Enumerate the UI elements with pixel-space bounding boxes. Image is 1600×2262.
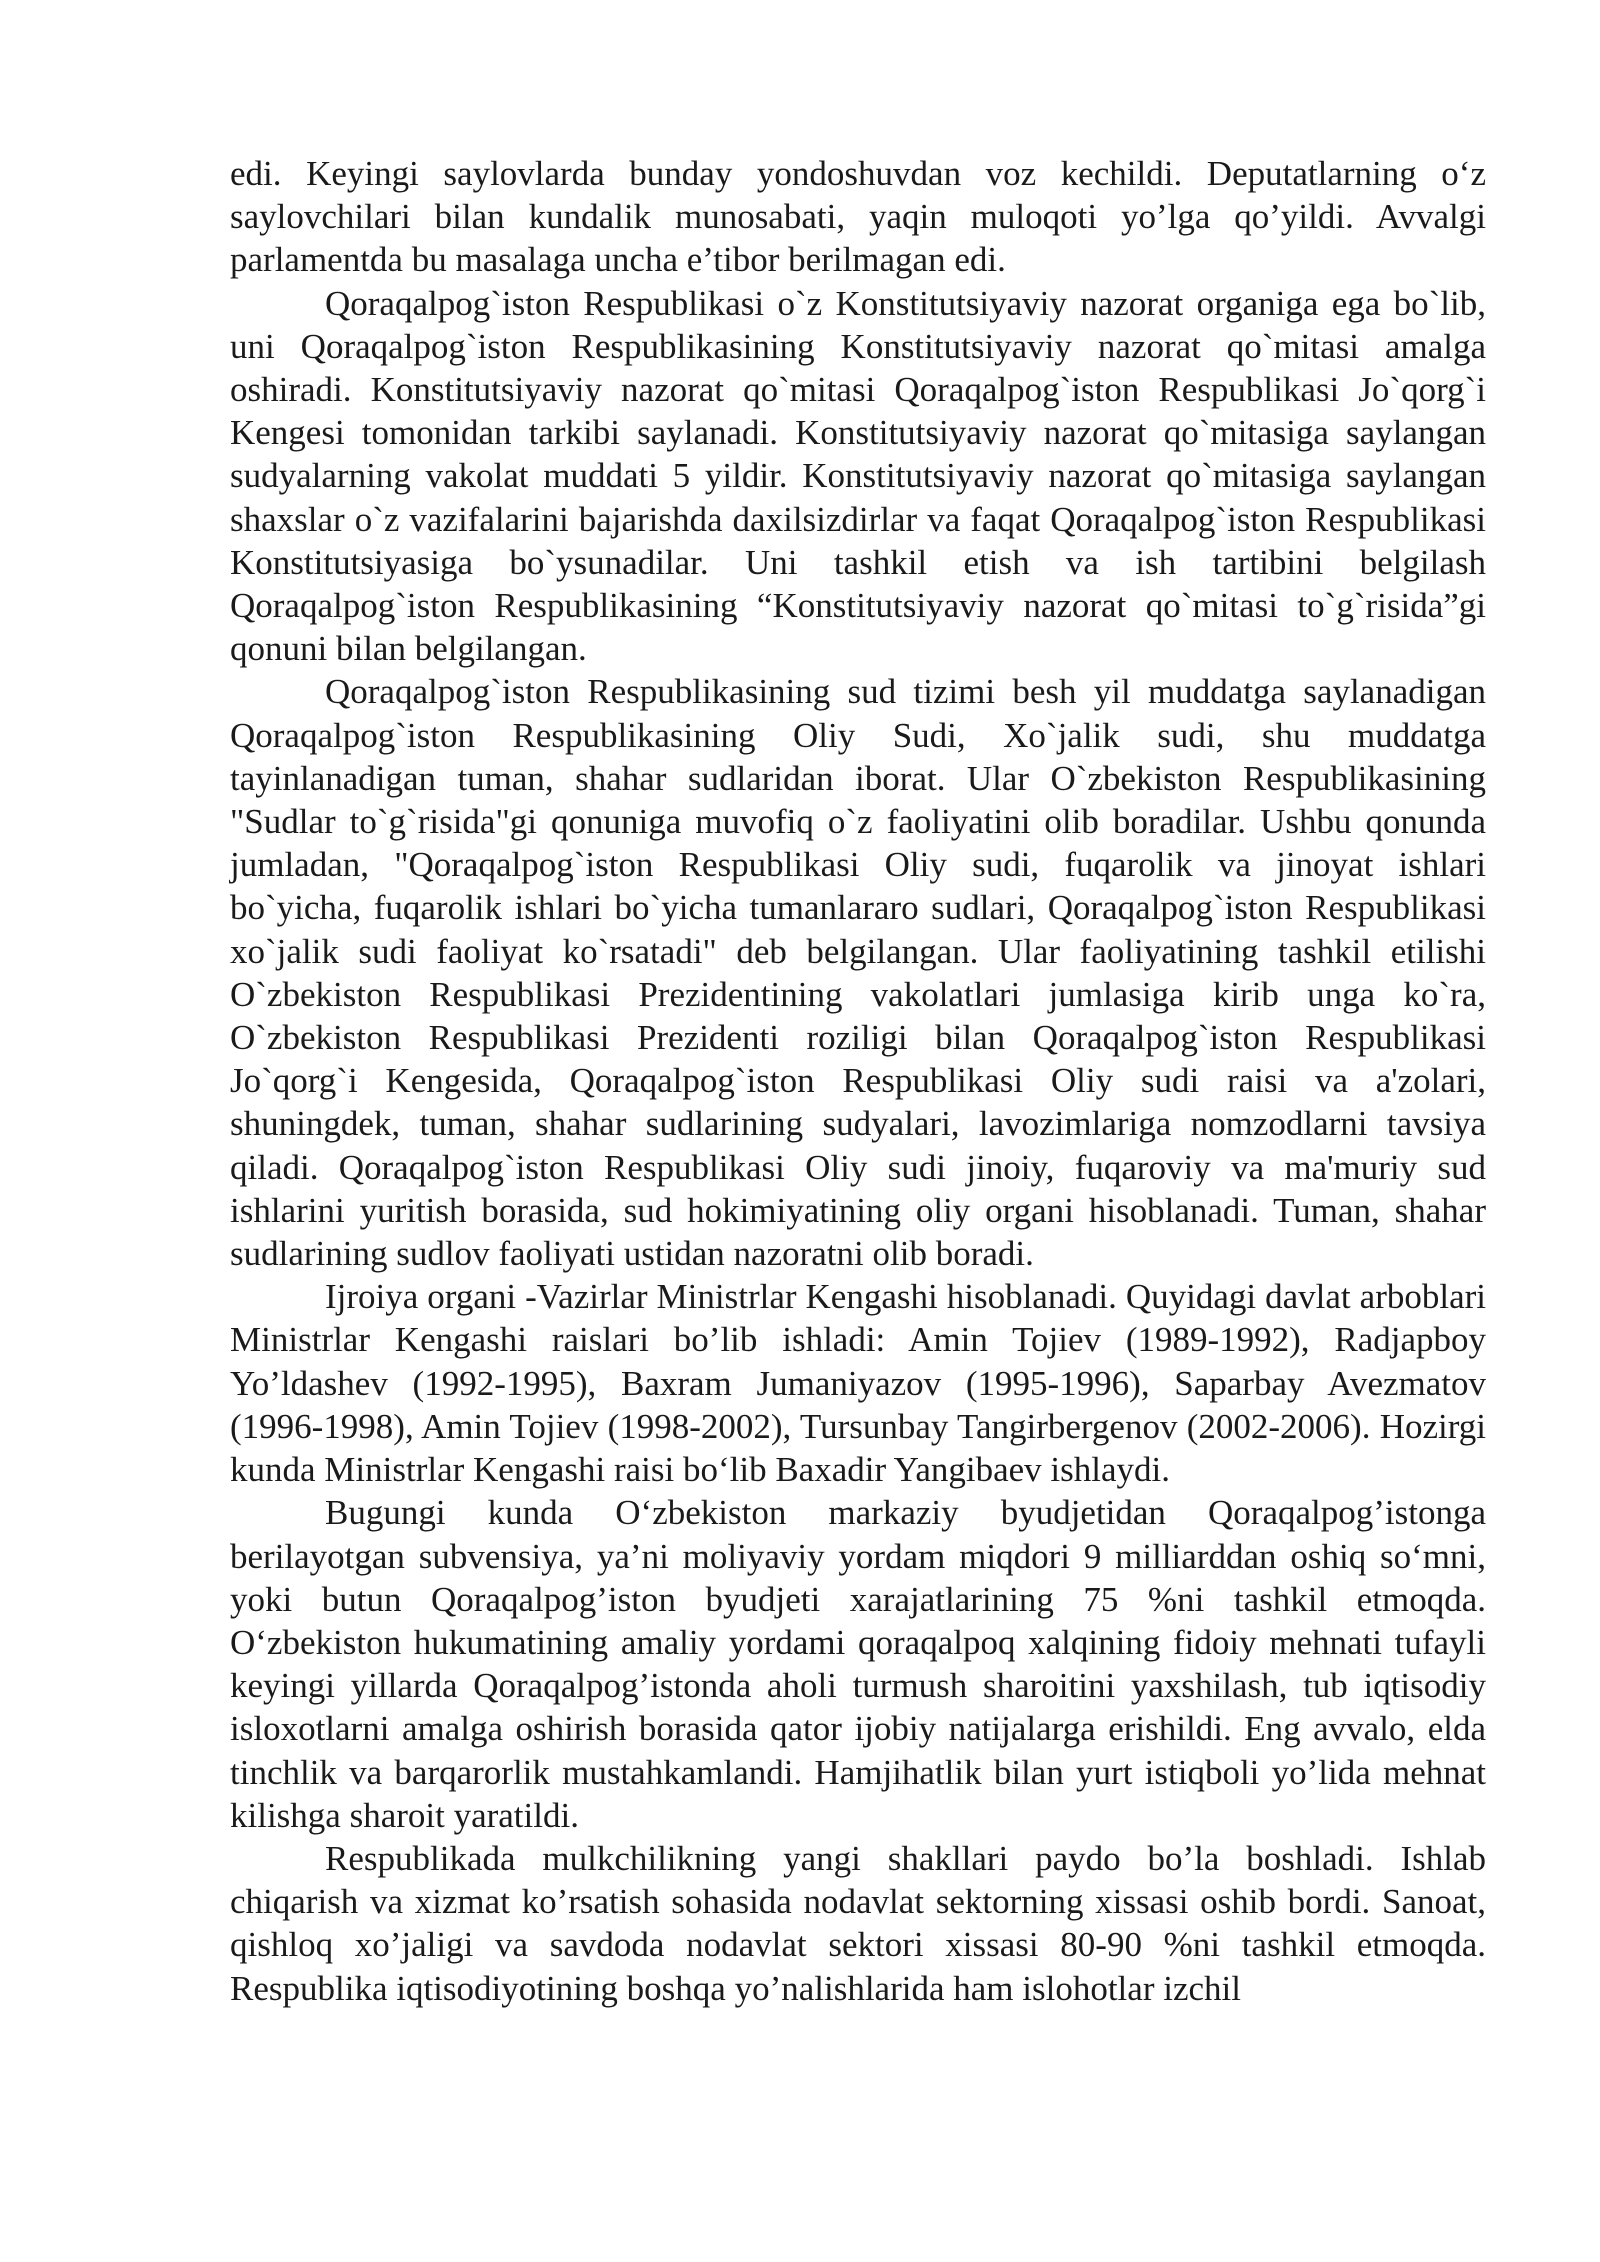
document-page: [230, 152, 1486, 2010]
paragraph-ownership-reforms: Respublikada mulkchilikning yangi shakllari paydo bo’la boshladi. Ishlab chiqarish va xizmat ko’rsatish sohasida nodavlat sektorning xissasi oshib bordi. Sanoat, qishloq xo’jaligi va savdoda nodavlat sektori xissasi 80-90 %ni tashkil etmoqda. Respublika iqtisodiyotining boshqa yo’nalishlarida ham islohotlar izchil: [230, 1838, 1486, 2008]
paragraph-executive-body: Ijroiya organi -Vazirlar Ministrlar Kengashi hisoblanadi. Quyidagi davlat arboblari Ministrlar Kengashi raislari bo’lib ishladi: Amin Tojiev (1989-1992), Radjapboy Yo’ldashev (1992-1995), Baxram Jumaniyazov (1995-1996), Saparbay Avezmatov (1996-1998), Amin Tojiev (1998-2002), Tursunbay Tangirbergenov (2002-2006). Hozirgi kunda Ministrlar Kengashi raisi bo‘lib Baxadir Yangibaev ishlaydi.: [230, 1277, 1486, 1490]
paragraph-constitutional-control: Qoraqalpog`iston Respublikasi o`z Konstitutsiyaviy nazorat organiga ega bo`lib, uni Qoraqalpog`iston Respublikasining Konstitutsiyaviy nazorat qo`mitasi amalga oshiradi. Konstitutsiyaviy nazorat qo`mitasi Qoraqalpog`iston Respublikasi Jo`qorg`i Kengesi tomonidan tarkibi saylanadi. Konstitutsiyaviy nazorat qo`mitasiga saylangan sudyalarning vakolat muddati 5 yildir. Konstitutsiyaviy nazorat qo`mitasiga saylangan shaxslar o`z vazifalarini bajarishda daxilsizdirlar va faqat Qoraqalpog`iston Respublikasi Konstitutsiyasiga bo`ysunadilar. Uni tashkil etish va ish tartibini belgilash Qoraqalpog`iston Respublikasining “Konstitutsiyaviy nazorat qo`mitasi to`g`risida”gi qonuni bilan belgilangan.: [230, 283, 1486, 669]
paragraph-court-system: Qoraqalpog`iston Respublikasining sud tizimi besh yil muddatga saylanadigan Qoraqalpog`iston Respublikasining Oliy Sudi, Xo`jalik sudi, shu muddatga tayinlanadigan tuman, shahar sudlaridan iborat. Ular O`zbekiston Respublikasining "Sudlar to`g`risida"gi qonuniga muvofiq o`z faoliyatini olib boradilar. Ushbu qonunda jumladan, "Qoraqalpog`iston Respublikasi Oliy sudi, fuqarolik va jinoyat ishlari bo`yicha, fuqarolik ishlari bo`yicha tumanlararo sudlari, Qoraqalpog`iston Respublikasi xo`jalik sudi faoliyat ko`rsatadi" deb belgilangan. Ular faoliyatining tashkil etilishi O`zbekiston Respublikasi Prezidentining vakolatlari jumlasiga kirib unga ko`ra, O`zbekiston Respublikasi Prezidenti roziligi bilan Qoraqalpog`iston Respublikasi Jo`qorg`i Kengesida, Qoraqalpog`iston Respublikasi Oliy sudi raisi va a'zolari, shuningdek, tuman, shahar sudlarining sudyalari, lavozimlariga nomzodlarni tavsiya qiladi. Qoraqalpog`iston Respublikasi Oliy sudi jinoiy, fuqaroviy va ma'muriy sud ishlarini yuritish borasida, sud hokimiyatining oliy organi hisoblanadi. Tuman, shahar sudlarining sudlov faoliyati ustidan nazoratni olib boradi.: [230, 672, 1486, 1274]
paragraph-budget-subsidy: Bugungi kunda O‘zbekiston markaziy byudjetidan Qoraqalpog’istonga berilayotgan subvensiya, ya’ni moliyaviy yordam miqdori 9 milliarddan oshiq so‘mni, yoki butun Qoraqalpog’iston byudjeti xarajatlarining 75 %ni tashkil etmoqda. O‘zbekiston hukumatining amaliy yordami qoraqalpoq xalqining fidoiy mehnati tufayli keyingi yillarda Qoraqalpog’istonda aholi turmush sharoitini yaxshilash, tub iqtisodiy isloxotlarni amalga oshirish borasida qator ijobiy natijalarga erishildi. Eng avvalo, elda tinchlik va barqarorlik mustahkamlandi. Hamjihatlik bilan yurt istiqboli yo’lida mehnat kilishga sharoit yaratildi.: [230, 1493, 1486, 1835]
paragraph-continuation: edi. Keyingi saylovlarda bunday yondoshuvdan voz kechildi. Deputatlarning o‘z saylovchilari bilan kundalik munosabati, yaqin muloqoti yo’lga qo’yildi. Avvalgi parlamentda bu masalaga uncha e’tibor berilmagan edi.: [230, 154, 1486, 280]
